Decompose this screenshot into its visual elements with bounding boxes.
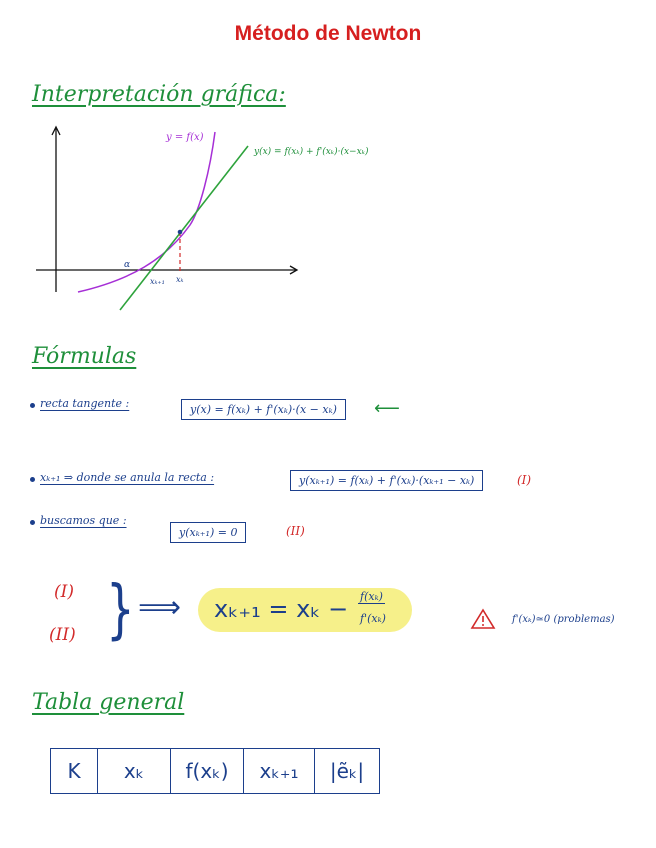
equation-tag-2: (II) (286, 524, 305, 538)
zero-condition-box: y(xₖ₊₁) = 0 (170, 522, 246, 543)
warning-icon (470, 608, 496, 630)
tangent-line (120, 146, 248, 310)
warning-text: f'(xₖ)≃0 (problemas) (512, 614, 615, 625)
bullet (30, 403, 35, 408)
section-general-table: Tabla general (32, 690, 185, 715)
section-graphical-interpretation: Interpretación gráfica: (32, 82, 286, 107)
right-brace: } (106, 573, 135, 647)
column-header-xk1: xₖ₊₁ (244, 749, 315, 794)
root-condition-label: xₖ₊₁ ⇒ donde se anula la recta : (40, 471, 215, 484)
newton-graph (20, 120, 440, 320)
function-curve (78, 132, 215, 292)
section-formulas: Fórmulas (32, 344, 137, 369)
page-title: Método de Newton (234, 22, 422, 45)
xk-label: xₖ (176, 275, 184, 284)
column-header-xk: xₖ (98, 749, 171, 794)
newton-formula-lhs: xₖ₊₁ = xₖ − (214, 595, 349, 623)
column-header-k: K (51, 749, 98, 794)
left-arrow-icon: ⟵ (374, 398, 400, 419)
xk1-label: xₖ₊₁ (150, 277, 165, 286)
column-header-fxk: f(xₖ) (171, 749, 244, 794)
column-header-error: |ẽₖ| (315, 749, 380, 794)
tangent-point (178, 230, 183, 235)
general-table (50, 748, 380, 794)
search-condition-label: buscamos que : (40, 514, 127, 527)
bullet (30, 477, 35, 482)
curve-label: y = f(x) (166, 132, 204, 143)
newton-formula-numerator: f(xₖ) (360, 590, 383, 603)
bullet (30, 520, 35, 525)
table-header-row (51, 749, 380, 794)
result-tag-2: (II) (49, 625, 76, 645)
tangent-formula-box: y(x) = f(xₖ) + f'(xₖ)·(x − xₖ) (181, 399, 346, 420)
alpha-label: α (124, 260, 131, 270)
result-tag-1: (I) (54, 582, 74, 602)
tangent-line-label: recta tangente : (40, 397, 130, 410)
implies-arrow-icon: ⟹ (138, 590, 182, 625)
newton-formula-denominator: f'(xₖ) (360, 612, 386, 625)
root-formula-box: y(xₖ₊₁) = f(xₖ) + f'(xₖ)·(xₖ₊₁ − xₖ) (290, 470, 483, 491)
equation-tag-1: (I) (517, 473, 532, 487)
tangent-label: y(x) = f(xₖ) + f'(xₖ)·(x−xₖ) (254, 147, 369, 157)
